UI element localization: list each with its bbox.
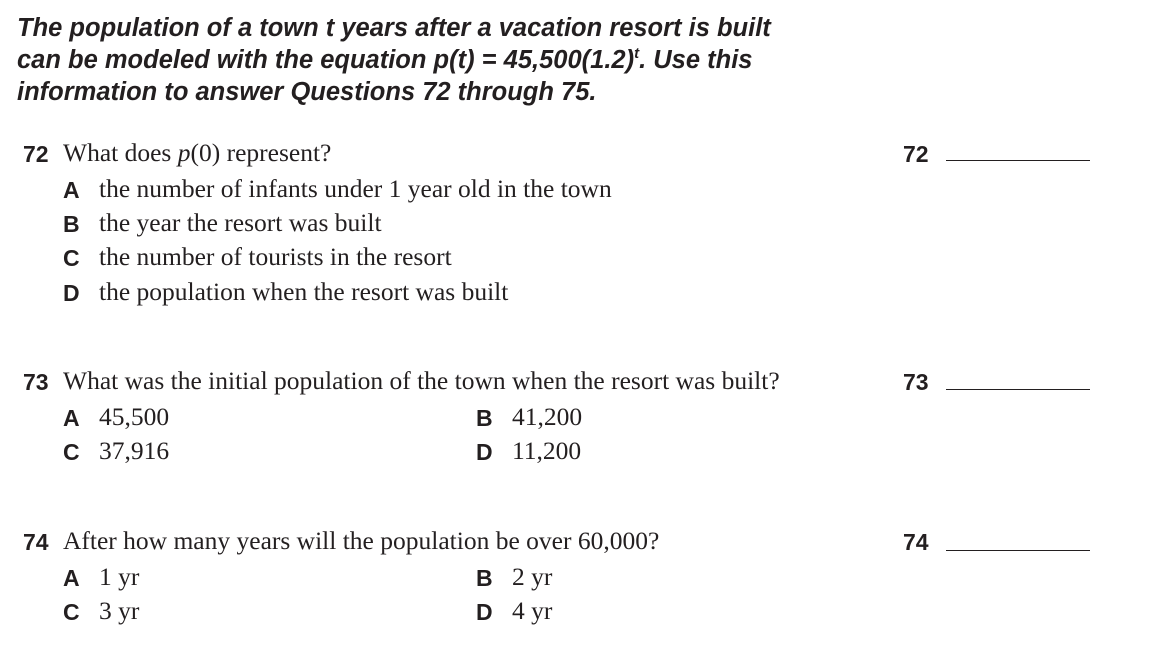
- choice-text-d: 11,200: [512, 436, 582, 465]
- question-number: 72: [23, 141, 49, 167]
- choice-letter-b: B: [63, 211, 80, 237]
- answer-number: 73: [903, 369, 929, 395]
- question-text-end: (0) represent?: [190, 138, 332, 167]
- choice-text-b: 2 yr: [512, 562, 553, 591]
- intro-line-2: [17, 44, 877, 76]
- question-text-start: What does: [63, 138, 178, 167]
- choice-letter-c: C: [63, 245, 80, 271]
- answer-number: 74: [903, 529, 929, 555]
- intro-paragraph: [17, 12, 877, 108]
- choice-text-c: the number of tourists in the resort: [99, 242, 452, 271]
- question-number: 74: [23, 529, 49, 555]
- choice-letter-b: B: [476, 405, 493, 431]
- answer-blank[interactable]: [946, 389, 1090, 390]
- choice-letter-a: A: [63, 177, 80, 203]
- answer-number: 72: [903, 141, 929, 167]
- function-p: p: [177, 138, 191, 167]
- choice-letter-d: D: [63, 280, 80, 306]
- choice-letter-d: D: [476, 599, 493, 625]
- exponent-t: t: [634, 45, 640, 62]
- choice-letter-a: A: [63, 405, 80, 431]
- choice-letter-b: B: [476, 565, 493, 591]
- answer-blank[interactable]: [946, 160, 1090, 161]
- choice-letter-d: D: [476, 439, 493, 465]
- choice-text-c: 37,916: [99, 436, 170, 465]
- question-text: What was the initial population of the town when the resort was built?: [63, 366, 780, 395]
- choice-letter-a: A: [63, 565, 80, 591]
- choice-text-b: the year the resort was built: [99, 208, 382, 237]
- intro-line-3: information to answer Questions 72 through 75.: [17, 78, 597, 106]
- choice-letter-c: C: [63, 439, 80, 465]
- choice-text-a: the number of infants under 1 year old in the town: [99, 174, 612, 203]
- question-text: [63, 139, 331, 167]
- choice-text-d: 4 yr: [512, 596, 553, 625]
- choice-text-a: 1 yr: [99, 562, 140, 591]
- answer-blank[interactable]: [946, 550, 1090, 551]
- intro-line-2-tail: . Use this: [639, 46, 753, 74]
- choice-text-a: 45,500: [99, 402, 170, 431]
- choice-text-c: 3 yr: [99, 596, 140, 625]
- choice-letter-c: C: [63, 599, 80, 625]
- choice-text-b: 41,200: [512, 402, 583, 431]
- question-number: 73: [23, 369, 49, 395]
- choice-text-d: the population when the resort was built: [99, 277, 509, 306]
- intro-line-1: The population of a town t years after a vacation resort is built: [17, 14, 771, 42]
- question-text: After how many years will the population be over 60,000?: [63, 526, 660, 555]
- intro-line-2-main: can be modeled with the equation p(t) = 45,500(1.2): [17, 46, 635, 74]
